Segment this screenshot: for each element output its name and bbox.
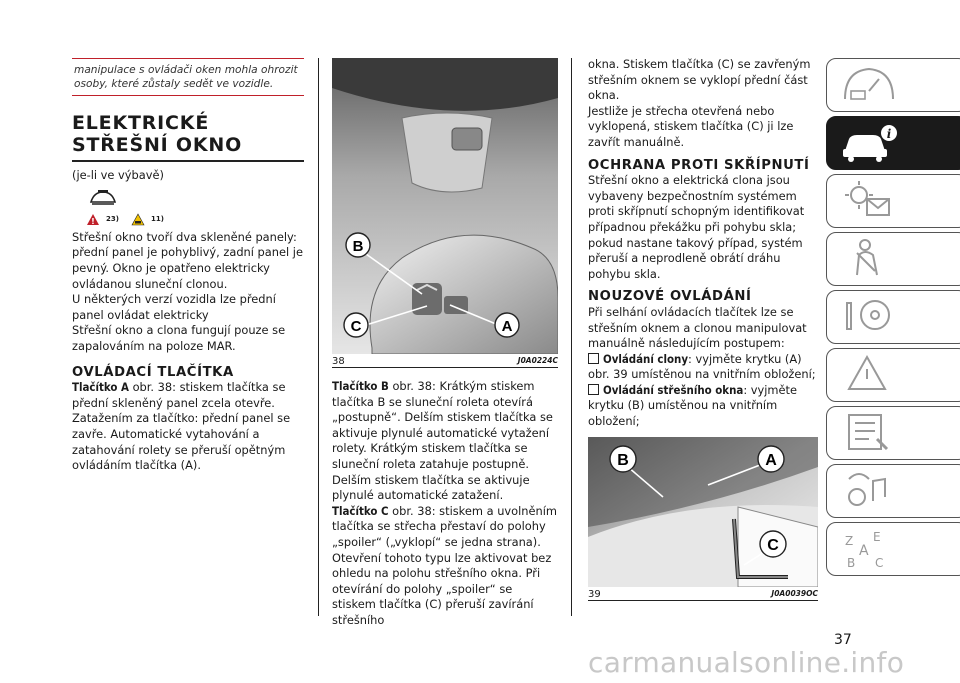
fig39-code: J0A0039OC xyxy=(771,589,818,598)
svg-text:i: i xyxy=(886,127,892,141)
bullet-icon xyxy=(588,353,599,364)
button-a-paragraph xyxy=(72,380,304,474)
fig38-label-a: A xyxy=(501,318,513,335)
caution-icon xyxy=(131,213,145,226)
svg-text:C: C xyxy=(875,556,884,570)
column-divider xyxy=(571,58,572,616)
column-2 xyxy=(332,379,558,629)
availability-note: (je-li ve výbavě) xyxy=(72,168,164,182)
warning-ref: 23) xyxy=(106,215,119,224)
svg-text:Z: Z xyxy=(845,534,854,548)
emergency-text: Při selhání ovládacích tlačítek lze se střešním oknem a clonou manipulovat manuálně následujícím postupem: xyxy=(588,304,807,351)
paragraph: okna. Stiskem tlačítka (C) se zavřeným střešním oknem se vyklopí přední část okna. xyxy=(588,57,811,103)
warning-lights-icon xyxy=(839,177,899,223)
fig38-number: 38 xyxy=(332,356,345,367)
button-b-text: obr. 38: Krátkým stiskem tlačítka B se sluneční roleta otevírá „postupně“. Delším stiskem tlačítka se aktivuje plynulé automatické vytažení rolety. Krátkým stiskem tlačítka se sluneční roleta zatahuje postupně. xyxy=(332,379,553,471)
column-1 xyxy=(72,58,304,474)
antipinch-text: Střešní okno a elektrická clona jsou vybaveny bezpečnostním systémem proti skřípnutí schopným identifikovat případnou překážku při pohybu skla; pokud nastane takový případ, systém přeruší a neprodleně obrátí dráhu pohybu skla. xyxy=(588,173,805,281)
controls-heading: OVLÁDACÍ TLAČÍTKA xyxy=(72,364,234,380)
figure-39-caption xyxy=(588,589,818,601)
fig39-number: 39 xyxy=(588,589,601,600)
emergency-item-text: : vyjměte krytku (B) umístěnou na vnitřním obložení; xyxy=(588,382,798,429)
section-title: ELEKTRICKÉ STŘEŠNÍ OKNO xyxy=(72,112,304,162)
side-tab-maintenance[interactable] xyxy=(826,406,960,460)
multimedia-icon xyxy=(839,467,899,513)
button-b-paragraph-2: Delším stiskem tlačítka se aktivuje plynulé automatické zatažení. xyxy=(332,472,530,503)
svg-text:A: A xyxy=(859,543,869,559)
fig39-label-a: A xyxy=(765,452,777,469)
button-b-label: Tlačítko B xyxy=(332,379,389,393)
svg-text:!: ! xyxy=(91,217,95,227)
bullet-icon xyxy=(588,384,599,395)
antipinch-heading: OCHRANA PROTI SKŘÍPNUTÍ xyxy=(588,157,810,173)
side-tab-safety[interactable] xyxy=(826,232,960,286)
page-number: 37 xyxy=(834,632,852,648)
column-3 xyxy=(588,57,818,430)
emergency-item-label: Ovládání střešního okna xyxy=(603,382,744,397)
figure-38-caption xyxy=(332,356,558,368)
emergency-item xyxy=(588,383,818,430)
button-c-text: obr. 38: stiskem a uvolněním tlačítka se střecha přestaví do polohy „spoiler“ („vyklopí“ se jedna strana). Otevření tohoto typu lze aktivovat bez ohledu na polohu střešního okna. Při otevírání do polohy „spoiler“ se stiskem tlačítka (C) přeruší zavírání střešního xyxy=(332,503,557,627)
paragraph: Jestliže je střecha otevřená nebo vyklopená, stiskem tlačítka (C) ji lze zavřít manuálně. xyxy=(588,103,794,149)
fig38-code: J0A0224C xyxy=(517,356,558,365)
emergency-item xyxy=(588,352,818,383)
button-a-text: obr. 38: stiskem tlačítka se přední skleněný panel zcela otevře. Zatažením za tlačítko: přední panel se zavře. Automatické vytahování a zatahování rolety se přeruší opětným ovládáním tlačítka (A). xyxy=(72,380,291,473)
side-tab-multimedia[interactable] xyxy=(826,464,960,518)
figure-38-image xyxy=(332,58,558,354)
button-c-paragraph xyxy=(332,504,558,629)
button-b-paragraph xyxy=(332,379,558,473)
warning-note: manipulace s ovládači oken mohla ohrozit osoby, které zůstaly sedět ve vozidle. xyxy=(72,58,304,96)
paragraph: U některých verzí vozidla lze přední panel ovládat elektricky xyxy=(72,292,276,322)
side-tab-warning-lights[interactable] xyxy=(826,174,960,228)
fig38-label-b: B xyxy=(352,238,364,255)
fig38-label-c: C xyxy=(350,318,362,335)
figure-39-image xyxy=(588,437,818,587)
side-tab-car-info[interactable] xyxy=(826,116,960,170)
paragraph: Střešní okno a clona fungují pouze se zapalováním na poloze MAR. xyxy=(72,323,286,353)
fig39-label-b: B xyxy=(617,452,629,469)
side-tab-dashboard[interactable] xyxy=(826,58,960,112)
emergency-item-text: : vyjměte krytku (A) obr. 39 umístěnou na vnitřním obložení; xyxy=(588,351,816,382)
fig39-label-c: C xyxy=(767,537,779,554)
safety-icon xyxy=(839,235,899,281)
side-tab-driving[interactable] xyxy=(826,290,960,344)
car-info-icon xyxy=(839,119,899,165)
index-icon xyxy=(839,525,899,571)
side-tab-emergency[interactable] xyxy=(826,348,960,402)
side-tab-index[interactable] xyxy=(826,522,960,576)
emergency-item-label: Ovládání clony xyxy=(603,351,689,366)
caution-ref: 11) xyxy=(150,215,164,224)
svg-text:B: B xyxy=(847,556,856,570)
button-c-label: Tlačítko C xyxy=(332,503,389,518)
column-divider xyxy=(318,58,319,616)
paragraph: Střešní okno tvoří dva skleněné panely: přední panel je pohyblivý, zadní panel je pevný. Okno je opatřeno elektricky ovládanou sluneční clonou. xyxy=(72,229,303,291)
emergency-icon xyxy=(839,351,899,397)
emergency-heading: NOUZOVÉ OVLÁDÁNÍ xyxy=(588,289,752,305)
warning-icon xyxy=(86,213,100,226)
sunroof-symbol-icon xyxy=(88,188,304,211)
watermark: carmanualsonline.info xyxy=(588,646,905,679)
button-a-label: Tlačítko A xyxy=(72,380,129,395)
maintenance-icon xyxy=(839,409,899,455)
driving-icon xyxy=(839,293,899,339)
svg-text:E: E xyxy=(873,530,881,544)
dashboard-icon xyxy=(839,61,899,107)
